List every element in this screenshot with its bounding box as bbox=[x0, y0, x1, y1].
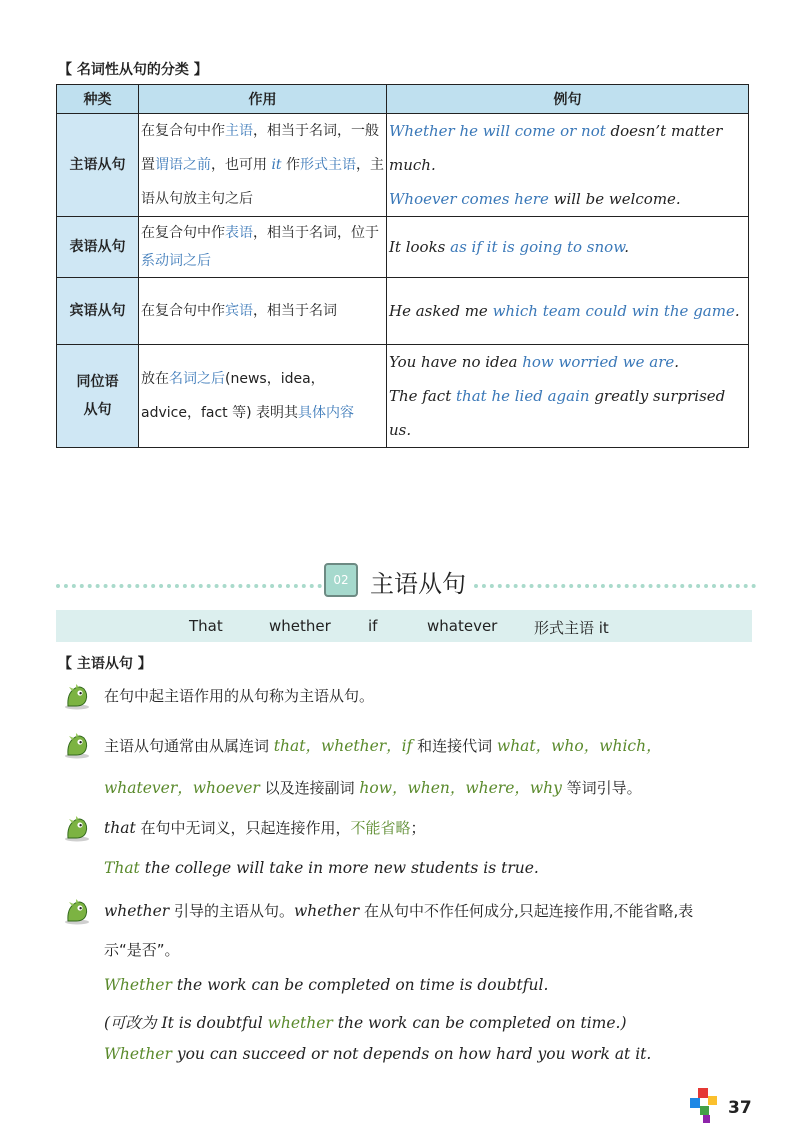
kind-cell: 宾语从句 bbox=[57, 278, 139, 345]
bullet-text: whatever，whoever 以及连接副词 how，when，where，why 等词引导。 bbox=[104, 779, 642, 797]
role-cell: 在复合句中作主语，相当于名词，一般置谓语之前，也可用 it 作形式主语，主语从句放主句之后 bbox=[139, 114, 387, 217]
page-number: 37 bbox=[728, 1098, 752, 1118]
section-title-subject-clause: 【 主语从句 】 bbox=[58, 656, 152, 672]
role-cell: 在复合句中作宾语，相当于名词 bbox=[139, 278, 387, 345]
mascot-bullet-icon bbox=[62, 682, 92, 710]
role-cell: 放在名词之后(news，idea，advice，fact 等) 表明其具体内容 bbox=[139, 345, 387, 448]
publisher-logo-icon bbox=[690, 1088, 720, 1124]
mascot-bullet-icon bbox=[62, 731, 92, 759]
kind-cell: 表语从句 bbox=[57, 217, 139, 278]
mascot-bullet-icon bbox=[62, 814, 92, 842]
bullet-text: that 在句中无词义，只起连接作用，不能省略； bbox=[104, 819, 426, 837]
example-cell: It looks as if it is going to snow. bbox=[387, 217, 749, 278]
bullet-text: whether 引导的主语从句。whether 在从句中不作任何成分,只起连接作用,不能省略,表 bbox=[104, 902, 694, 920]
example-sentence: Whether the work can be completed on time is doubtful. bbox=[104, 976, 549, 994]
keyword: That bbox=[189, 617, 223, 635]
example-cell: He asked me which team could win the game. bbox=[387, 278, 749, 345]
keyword: 形式主语 it bbox=[534, 619, 609, 637]
keyword: if bbox=[368, 617, 378, 635]
section-heading: 主语从句 bbox=[370, 570, 466, 598]
header-example: 例句 bbox=[387, 85, 749, 114]
section-number-badge: 02 bbox=[324, 563, 358, 597]
table-row bbox=[57, 345, 749, 448]
header-kind: 种类 bbox=[57, 85, 139, 114]
bullet-text: 在句中起主语作用的从句称为主语从句。 bbox=[104, 687, 375, 705]
example-sentence: That the college will take in more new students is true. bbox=[104, 859, 539, 877]
header-role: 作用 bbox=[139, 85, 387, 114]
table-row bbox=[57, 278, 749, 345]
role-cell: 在复合句中作表语，相当于名词，位于系动词之后 bbox=[139, 217, 387, 278]
bullet-text: 主语从句通常由从属连词 that，whether，if 和连接代词 what，who，which， bbox=[104, 737, 662, 755]
table-row bbox=[57, 114, 749, 217]
example-sentence: (可改为 It is doubtful whether the work can be completed on time.) bbox=[104, 1014, 627, 1032]
kind-cell: 同位语 从句 bbox=[57, 345, 139, 448]
section-title-classification: 【 名词性从句的分类 】 bbox=[58, 62, 208, 78]
table-row bbox=[57, 217, 749, 278]
mascot-bullet-icon bbox=[62, 897, 92, 925]
keyword-bar bbox=[56, 610, 752, 642]
dotted-divider-left bbox=[56, 584, 322, 588]
table-header-row bbox=[57, 85, 749, 114]
keyword: whatever bbox=[427, 617, 498, 635]
example-cell: Whether he will come or not doesn’t matter much. Whoever comes here will be welcome. bbox=[387, 114, 749, 217]
keyword: whether bbox=[269, 617, 331, 635]
example-cell: You have no idea how worried we are. The fact that he lied again greatly surprised us. bbox=[387, 345, 749, 448]
dotted-divider-right bbox=[474, 584, 756, 588]
clause-classification-table bbox=[56, 84, 749, 448]
bullet-text: 示“是否”。 bbox=[104, 941, 180, 959]
section-header bbox=[56, 560, 756, 600]
kind-cell: 主语从句 bbox=[57, 114, 139, 217]
example-sentence: Whether you can succeed or not depends on how hard you work at it. bbox=[104, 1045, 652, 1063]
